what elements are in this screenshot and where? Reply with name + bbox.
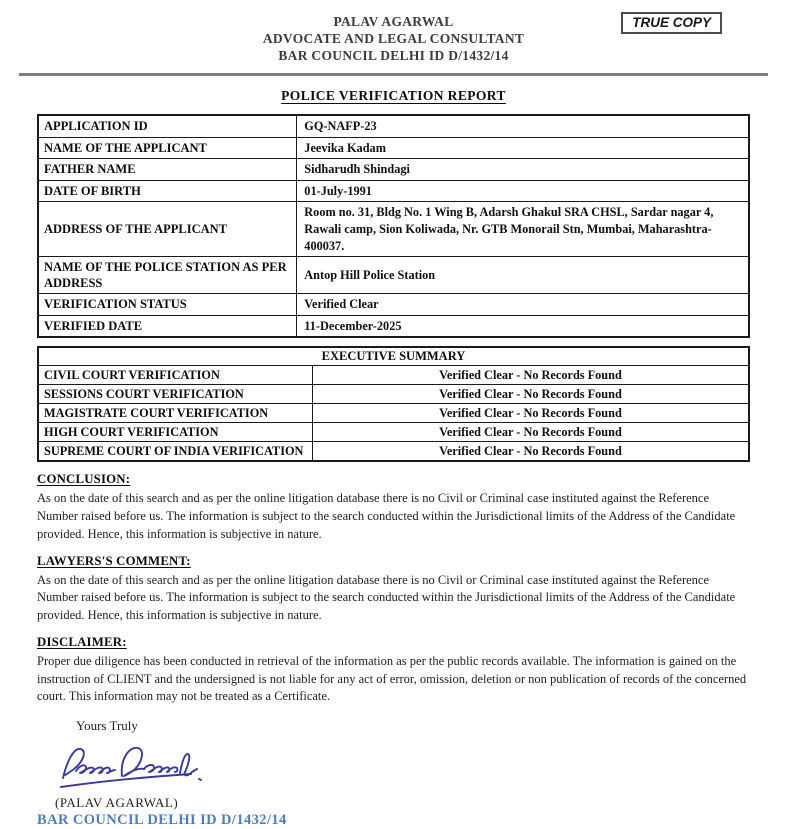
header-divider xyxy=(19,73,768,76)
table-row xyxy=(38,385,749,404)
table-row xyxy=(38,202,749,257)
section-heading: LAWYERS'S COMMENT: xyxy=(37,553,191,568)
table-row xyxy=(38,257,749,294)
section-heading: CONCLUSION: xyxy=(37,472,131,487)
section-heading: DISCLAIMER: xyxy=(37,634,127,649)
section-body: As on the date of this search and as per the online litigation database there is no Civil or Criminal case instituted against the Reference Number raised before us. The information is subject to the search conducted within the Jurisdictional limits of the Address of the Candidate provided. Hence, this information is subjective in nature. xyxy=(37,491,736,541)
bar-council-id-header: BAR COUNCIL DELHI ID D/1432/14 xyxy=(278,48,509,63)
page-title: POLICE VERIFICATION REPORT xyxy=(281,88,506,103)
table-row xyxy=(38,404,749,423)
verification-result: Verified Clear - No Records Found xyxy=(312,442,749,462)
table-row xyxy=(38,137,749,159)
salutation: Yours Truly xyxy=(76,718,138,734)
field-label: DATE OF BIRTH xyxy=(38,180,297,202)
true-copy-stamp: TRUE COPY xyxy=(621,12,722,34)
field-value: Sidharudh Shindagi xyxy=(297,159,749,181)
field-value: 01-July-1991 xyxy=(297,180,749,202)
field-label: FATHER NAME xyxy=(38,159,297,181)
verification-type-label: MAGISTRATE COURT VERIFICATION xyxy=(38,404,312,423)
executive-summary-title: EXECUTIVE SUMMARY xyxy=(38,347,749,366)
table-row xyxy=(38,442,749,462)
field-label: VERIFICATION STATUS xyxy=(38,294,297,316)
verification-result: Verified Clear - No Records Found xyxy=(312,404,749,423)
advocate-name: PALAV AGARWAL xyxy=(333,14,454,29)
table-row xyxy=(38,159,749,181)
verification-type-label: CIVIL COURT VERIFICATION xyxy=(38,366,312,385)
signature-icon xyxy=(51,738,219,790)
report-section xyxy=(37,554,750,625)
signatory-name: (PALAV AGARWAL) xyxy=(55,795,179,811)
table-row xyxy=(38,180,749,202)
signature-image xyxy=(51,738,750,795)
verification-type-label: SUPREME COURT OF INDIA VERIFICATION xyxy=(38,442,312,462)
field-value: Antop Hill Police Station xyxy=(297,257,749,294)
verification-result: Verified Clear - No Records Found xyxy=(312,423,749,442)
field-value: Jeevika Kadam xyxy=(297,137,749,159)
letterhead xyxy=(0,0,787,64)
verification-result: Verified Clear - No Records Found xyxy=(312,385,749,404)
field-label: APPLICATION ID xyxy=(38,115,297,137)
executive-summary-table xyxy=(37,346,750,462)
table-row xyxy=(38,294,749,316)
section-body: Proper due diligence has been conducted in retrieval of the information as per the public records available. The information is gained on the instruction of CLIENT and the undersigned is not liable for any act of error, omission, deletion or non publication of records of the concerned court. This information may not be treated as a Certificate. xyxy=(37,653,747,704)
field-label: NAME OF THE POLICE STATION AS PER ADDRESS xyxy=(38,257,297,294)
field-value: GQ-NAFP-23 xyxy=(297,115,749,137)
document-body xyxy=(0,114,787,829)
field-value: Verified Clear xyxy=(297,294,749,316)
field-label: VERIFIED DATE xyxy=(38,315,297,337)
advocate-designation: ADVOCATE AND LEGAL CONSULTANT xyxy=(262,31,525,46)
field-value: 11-December-2025 xyxy=(297,315,749,337)
verification-type-label: HIGH COURT VERIFICATION xyxy=(38,423,312,442)
verification-result: Verified Clear - No Records Found xyxy=(312,366,749,385)
table-row xyxy=(38,423,749,442)
table-row xyxy=(38,115,749,137)
field-label: ADDRESS OF THE APPLICANT xyxy=(38,202,297,257)
table-row xyxy=(38,315,749,337)
applicant-details-table xyxy=(37,114,750,338)
field-value: Room no. 31, Bldg No. 1 Wing B, Adarsh Ghakul SRA CHSL, Sardar nagar 4, Rawali camp, Sion Koliwada, Nr. GTB Monorail Stn, Mumbai, Maharashtra-400037. xyxy=(297,202,749,257)
section-body: As on the date of this search and as per the online litigation database there is no Civil or Criminal case instituted against the Reference Number raised before us. The information is subject to the search conducted within the Jurisdictional limits of the Address of the Candidate provided. Hence, this information is subjective in nature. xyxy=(37,572,736,623)
executive-summary-header-row xyxy=(38,347,749,366)
report-title-wrap xyxy=(0,87,787,105)
report-section xyxy=(37,635,750,706)
report-section xyxy=(37,472,750,543)
field-label: NAME OF THE APPLICANT xyxy=(38,137,297,159)
table-row xyxy=(38,366,749,385)
bar-council-id-footer: BAR COUNCIL DELHI ID D/1432/14 xyxy=(37,812,287,829)
report-sections xyxy=(37,472,750,706)
verification-type-label: SESSIONS COURT VERIFICATION xyxy=(38,385,312,404)
